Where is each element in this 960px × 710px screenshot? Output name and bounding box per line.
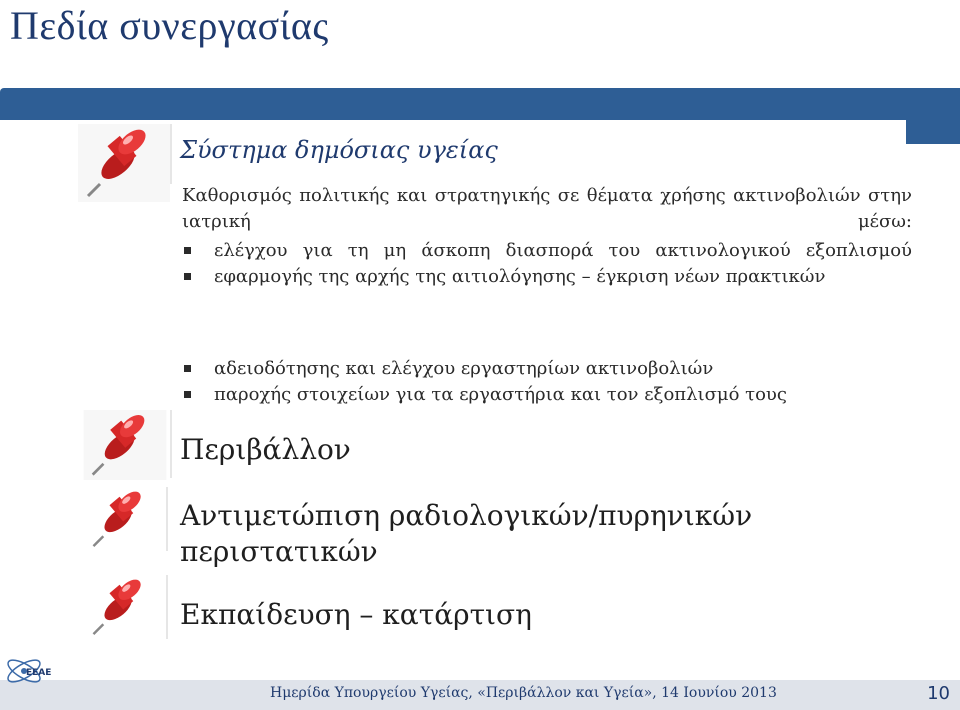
bullet-list-2	[182, 356, 912, 408]
environment-heading: Περιβάλλον	[180, 433, 351, 466]
pin-frame	[170, 124, 172, 184]
push-pin-icon	[80, 410, 170, 480]
footer-text: Ημερίδα Υπουργείου Υγείας, «Περιβάλλον και Υγεία», 14 Ιουνίου 2013	[270, 685, 777, 701]
push-pin-icon	[78, 124, 170, 202]
square-bullet-icon	[184, 247, 191, 254]
public-health-paragraph: Καθορισμός πολιτικής και στρατηγικής σε θέματα χρήσης ακτινοβολιών στην ιατρική μέσω:	[182, 185, 912, 232]
list-item: εφαρμογής της αρχής της αιτιολόγησης – έγκριση νέων πρακτικών	[182, 264, 912, 290]
public-health-heading: Σύστημα δημόσιας υγείας	[180, 136, 498, 164]
header-bar-corner	[906, 88, 960, 144]
square-bullet-icon	[184, 273, 191, 280]
push-pin-icon	[78, 575, 168, 639]
pin-frame	[166, 487, 168, 551]
list-item: παροχής στοιχείων για τα εργαστήρια και τον εξοπλισμό τους	[182, 382, 912, 408]
training-heading: Εκπαίδευση – κατάρτιση	[180, 598, 532, 631]
push-pin-icon	[78, 487, 168, 551]
list-item: αδειοδότησης και ελέγχου εργαστηρίων ακτινοβολιών	[182, 356, 912, 382]
incidents-heading: Αντιμετώπιση ραδιολογικών/πυρηνικών περιστατικών	[180, 499, 753, 568]
list-item: ελέγχου για τη μη άσκοπη διασπορά του ακτινολογικού εξοπλισμού	[182, 238, 912, 264]
slide-title: Πεδία συνεργασίας	[10, 3, 329, 48]
header-bar	[0, 88, 960, 120]
page-number: 10	[927, 683, 950, 704]
bullet-list-1	[182, 238, 912, 290]
square-bullet-icon	[184, 365, 191, 372]
eeae-logo-icon	[2, 653, 52, 689]
square-bullet-icon	[184, 391, 191, 398]
pin-frame	[166, 575, 168, 639]
pin-frame	[170, 410, 172, 478]
svg-text:ΕΕΑΕ: ΕΕΑΕ	[26, 668, 52, 678]
